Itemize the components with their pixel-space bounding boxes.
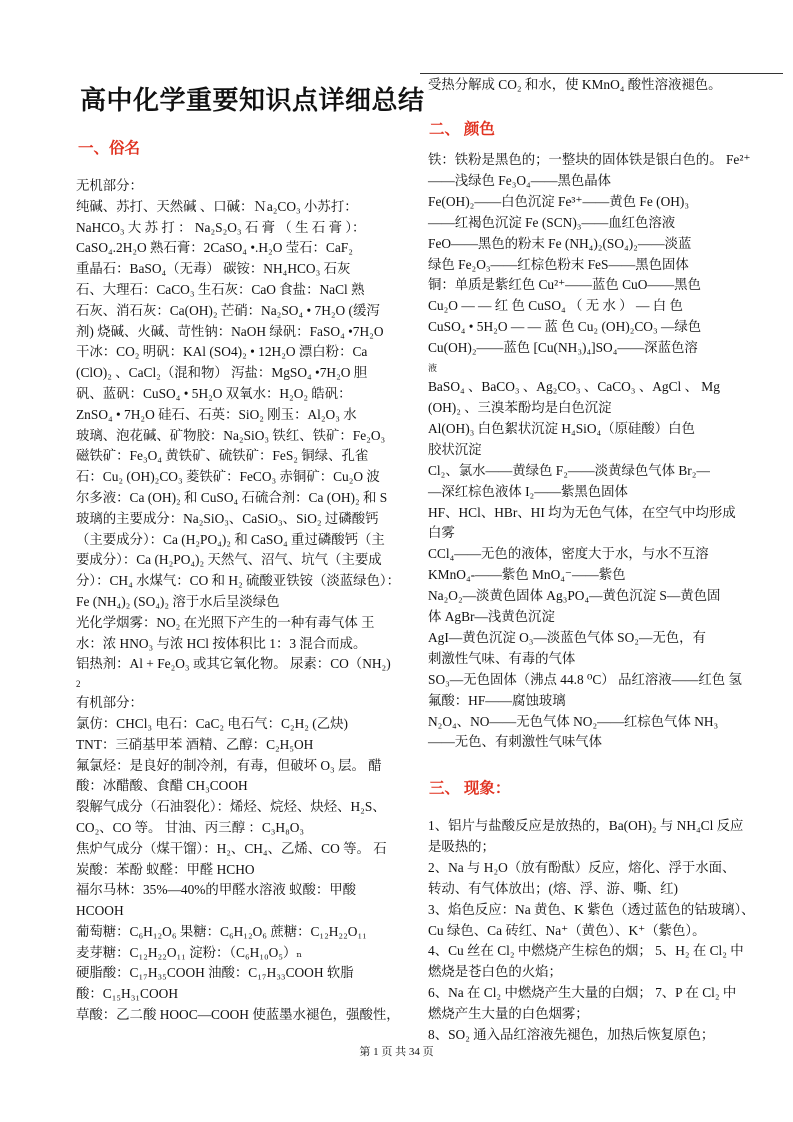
- text-line: 硬脂酸：C₁₇H₃₅COOH 油酸：C₁₇H₃₃COOH 软脂: [76, 965, 354, 981]
- text-line: 光化学烟雾：NO₂ 在光照下产生的一种有毒气体 王: [76, 614, 375, 630]
- text-line: 重晶石：BaSO₄（无毒） 碳铵：NH₄HCO₃ 石灰: [76, 261, 351, 277]
- text-line: 分）：CH₄ 水煤气：CO 和 H₂ 硫酸亚铁铵（淡蓝绿色）：: [76, 573, 401, 589]
- text-line: Fe(OH)₂——白色沉淀 Fe³⁺——黄色 Fe (OH)₃: [428, 193, 690, 209]
- text-line: 裂解气成分（石油裂化）：烯烃、烷烃、炔烃、H₂S、: [76, 799, 386, 815]
- text-line: Cu(OH)₂——蓝色 [Cu(NH₃)₄]SO₄——深蓝色溶: [428, 340, 698, 356]
- text-line: 要成分）：Ca (H₂PO₄)₂ 天然气、沼气、坑气（主要成: [76, 552, 382, 568]
- text-line: 是吸热的；: [428, 838, 495, 854]
- text-line: 2、Na 与 H₂O（放有酚酞）反应，熔化、浮于水面、: [428, 859, 736, 875]
- phenomena-column: [428, 816, 773, 1046]
- text-line: Fe (NH₄)₂ (SO₄)₂ 溶于水后呈淡绿色: [76, 593, 280, 609]
- text-line: 绿色 Fe₂O₃——红棕色粉末 FeS——黑色固体: [428, 256, 689, 272]
- text-line: KMnO₄-——紫色 MnO₄⁻——紫色: [428, 567, 626, 583]
- text-line: (OH)₂ 、三溴苯酚均是白色沉淀: [428, 399, 612, 415]
- text-line: (ClO)₂ 、CaCl₂（混和物） 泻盐：MgSO₄ •7H₂O 胆: [76, 365, 368, 381]
- text-line: CaSO₄.2H₂O 熟石膏：2CaSO₄ •.H₂O 莹石：CaF₂: [76, 240, 353, 256]
- text-line: 福尔马林：35%—40%的甲醛水溶液 蚁酸：甲酸: [76, 882, 357, 898]
- colors-column: [428, 150, 773, 753]
- page-title: 高中化学重要知识点详细总结: [80, 86, 425, 115]
- text-line: 玻璃的主要成分：Na₂SiO₃、CaSiO₃、SiO₂ 过磷酸钙: [76, 510, 379, 526]
- text-line: ——无色、有刺激性气味气体: [428, 734, 603, 750]
- text-line: Cu₂O — — 红 色 CuSO₄ （ 无 水 ） — 白 色: [428, 298, 683, 314]
- text-line: —深红棕色液体 I₂——紫黑色固体: [428, 483, 628, 499]
- text-line: 葡萄糖：C₆H₁₂O₆ 果糖：C₆H₁₂O₆ 蔗糖：C₁₂H₂₂O₁₁: [76, 923, 367, 939]
- text-line: 1、铝片与盐酸反应是放热的，Ba(OH)₂ 与 NH₄Cl 反应: [428, 818, 744, 833]
- text-line: CuSO₄ • 5H₂O — — 蓝 色 Cu₂ (OH)₂CO₃ —绿色: [428, 319, 702, 335]
- text-line: ——红褐色沉淀 Fe (SCN)₃——血红色溶液: [428, 214, 676, 230]
- text-line: 胶状沉淀: [428, 441, 482, 457]
- text-line: HF、HCl、HBr、HI 均为无色气体，在空气中均形成: [428, 504, 736, 520]
- text-line: 4、Cu 丝在 Cl₂ 中燃烧产生棕色的烟； 5、H₂ 在 Cl₂ 中: [428, 943, 744, 959]
- text-line: FeO——黑色的粉末 Fe (NH₄)₂(SO₄)₂——淡蓝: [428, 235, 692, 251]
- text-line: 氯仿：CHCl₃ 电石：CaC₂ 电石气：C₂H₂ (乙炔): [76, 715, 348, 731]
- text-line: 铜：单质是紫红色 Cu²⁺——蓝色 CuO——黑色: [428, 277, 701, 293]
- text-line: 炭酸：苯酚 蚁醛：甲醛 HCHO: [76, 861, 255, 877]
- text-line: 磁铁矿：Fe₃O₄ 黄铁矿、硫铁矿：FeS₂ 铜绿、孔雀: [76, 448, 369, 464]
- text-line: 草酸：乙二酸 HOOC—COOH 使蓝墨水褪色，强酸性，: [76, 1007, 400, 1023]
- text-line: 尔多液：Ca (OH)₂ 和 CuSO₄ 石硫合剂：Ca (OH)₂ 和 S: [76, 489, 388, 505]
- text-line: 3、焰色反应：Na 黄色、K 紫色（透过蓝色的钴玻璃）、: [428, 901, 755, 917]
- text-line: 麦芽糖：C₁₂H₂₂O₁₁ 淀粉：（C₆H₁₀O₅）ₙ: [76, 944, 303, 960]
- header-rule: [420, 73, 783, 74]
- page-footer: 第 1 页 共 34 页: [359, 1046, 434, 1058]
- text-line: （主要成分）：Ca (H₂PO₄)₂ 和 CaSO₄ 重过磷酸钙（主: [76, 531, 385, 547]
- text-line: NaHCO₃ 大 苏 打 ： Na₂S₂O₃ 石 膏 （ 生 石 膏 ）：: [76, 219, 366, 235]
- text-line: Cu 绿色、Ca 砖红、Na⁺（黄色）、K⁺（紫色）。: [428, 922, 706, 938]
- text-line: 水：浓 HNO₃ 与浓 HCl 按体积比 1：3 混合而成。: [76, 635, 367, 651]
- text-line: 无机部分：: [76, 178, 143, 193]
- text-line: 剂) 烧碱、火碱、苛性钠：NaOH 绿矾：FaSO₄ •7H₂O: [76, 323, 384, 339]
- text-line: ——浅绿色 Fe₃O₄——黑色晶体: [428, 172, 612, 188]
- text-line: N₂O₄、NO——无色气体 NO₂——红棕色气体 NH₃: [428, 713, 719, 729]
- text-line: 矾、蓝矾：CuSO₄ • 5H₂O 双氧水：H₂O₂ 皓矾：: [76, 385, 352, 401]
- text-line: 转动、有气体放出；(熔、浮、游、嘶、红): [428, 880, 678, 896]
- text-line: 有机部分：: [76, 695, 143, 711]
- text-line: 石、大理石：CaCO₃ 生石灰：CaO 食盐：NaCl 熟: [76, 281, 365, 297]
- text-line: Al(OH)₃ 白色絮状沉淀 H₄SiO₄（原硅酸）白色: [428, 420, 695, 436]
- section-heading-phenomena: 三、 现象：: [429, 780, 511, 797]
- text-line: 铁：铁粉是黑色的；一整块的固体铁是银白色的。 Fe²⁺: [428, 152, 751, 167]
- text-line: AgI—黄色沉淀 O₃—淡蓝色气体 SO₂—无色，有: [428, 629, 706, 645]
- text-line: 体 AgBr—浅黄色沉淀: [428, 609, 555, 625]
- text-line: 燃烧是苍白色的火焰；: [428, 964, 562, 980]
- text-line: 刺激性气味、有毒的气体: [428, 650, 576, 666]
- text-line: BaSO₄ 、BaCO₃ 、Ag₂CO₃ 、CaCO₃ 、AgCl 、 Mg: [428, 379, 720, 395]
- text-line: 纯碱、苏打、天然碱 、口碱：Ｎa₂CO₃ 小苏打：: [76, 198, 358, 214]
- text-line: 焦炉气成分（煤干馏）：H₂、CH₄、乙烯、CO 等。 石: [76, 840, 387, 856]
- text-line: SO₃—无色固体（沸点 44.8 ⁰C） 品红溶液——红色 氢: [428, 671, 742, 687]
- text-line: 氟酸：HF——腐蚀玻璃: [428, 692, 566, 708]
- text-line: ZnSO₄ • 7H₂O 硅石、石英：SiO₂ 刚玉：Al₂O₃ 水: [76, 406, 357, 422]
- text-line: 白雾: [428, 525, 455, 541]
- text-line: 氟氯烃：是良好的制冷剂，有毒，但破坏 O₃ 层。 醋: [76, 757, 382, 773]
- text-line: 玻璃、泡花碱、矿物胶：Na₂SiO₃ 铁红、铁矿：Fe₂O₃: [76, 427, 386, 443]
- text-line: TNT：三硝基甲苯 酒精、乙醇：C₂H₅OH: [76, 736, 314, 752]
- text-line: Na₂O₂—淡黄色固体 Ag₃PO₄—黄色沉淀 S—黄色固: [428, 588, 721, 604]
- text-line: 2: [76, 679, 81, 690]
- text-line: 石：Cu₂ (OH)₂CO₃ 菱铁矿：FeCO₃ 赤铜矿：Cu₂O 波: [76, 469, 380, 485]
- section-heading-colors: 二、 颜色: [429, 121, 495, 138]
- text-line: 受热分解成 CO₂ 和水，使 KMnO₄ 酸性溶液褪色。: [428, 77, 722, 92]
- text-line: Cl₂、氯水——黄绿色 F₂——淡黄绿色气体 Br₂—: [428, 462, 710, 478]
- text-line: 酸：C₁₅H₃₁COOH: [76, 986, 178, 1002]
- right-top-text: [428, 75, 773, 96]
- section-heading-common-names: 一、俗名: [78, 140, 141, 157]
- text-line: CO₂、CO 等。 甘油、丙三醇 ：C₃H₈O₃: [76, 819, 305, 835]
- text-line: 酸：冰醋酸、食醋 CH₃COOH: [76, 778, 248, 794]
- text-line: CCl₄——无色的液体，密度大于水，与水不互溶: [428, 546, 709, 562]
- text-line: 8、SO₂ 通入品红溶液先褪色，加热后恢复原色；: [428, 1027, 715, 1043]
- text-line: 石灰、消石灰：Ca(OH)₂ 芒硝：Na₂SO₄ • 7H₂O (缓泻: [76, 302, 380, 318]
- text-line: 铝热剂：Al + Fe₂O₃ 或其它氧化物。 尿素：CO（NH₂): [76, 656, 391, 672]
- text-line: 液: [428, 363, 438, 374]
- text-line: 燃烧产生大量的白色烟雾；: [428, 1006, 589, 1022]
- text-line: 干冰：CO₂ 明矾：KAl (SO4)₂ • 12H₂O 漂白粉：Ca: [76, 344, 368, 360]
- text-line: HCOOH: [76, 903, 124, 919]
- text-line: 6、Na 在 Cl₂ 中燃烧产生大量的白烟； 7、P 在 Cl₂ 中: [428, 985, 737, 1001]
- left-column: [76, 176, 421, 1026]
